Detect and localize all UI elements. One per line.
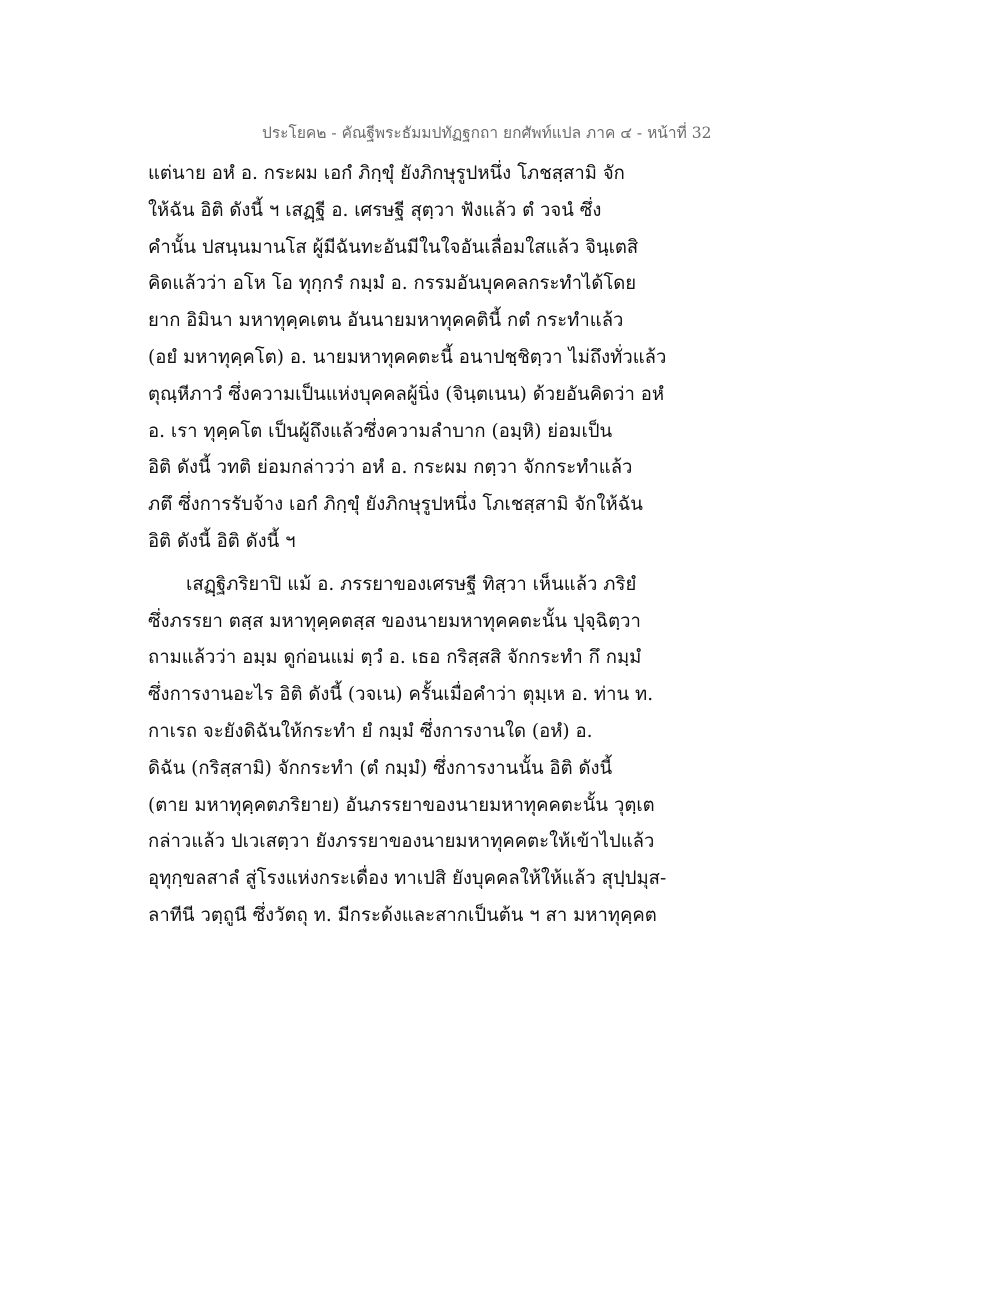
body-text xyxy=(148,156,718,935)
text-line: ซึ่งการงานอะไร อิติ ดังนี้ (วจเน) ครั้นเมื่อคำว่า ตุมฺเห อ. ท่าน ท. xyxy=(148,684,654,706)
paragraph-1 xyxy=(148,156,718,561)
text-line: ยาก อิมินา มหาทุคฺคเตน อันนายมหาทุคคตินี้ กตํ กระทำแล้ว xyxy=(148,310,624,332)
text-line: ซึ่งภรรยา ตสฺส มหาทุคฺคตสฺส ของนายมหาทุคคตะนั้น ปุจฺฉิตฺวา xyxy=(148,610,641,632)
text-line: ภตึ ซึ่งการรับจ้าง เอกํ ภิกฺขุํ ยังภิกษุรูปหนึ่ง โภเชสฺสามิ จักให้ฉัน xyxy=(148,494,643,516)
text-line: อ. เรา ทุคฺคโต เป็นผู้ถึงแล้วซึ่งความลำบาก (อมฺหิ) ย่อมเป็น xyxy=(148,420,613,442)
text-line: คำนั้น ปสนฺนมานโส ผู้มีฉันทะอันมีในใจอันเลื่อมใสแล้ว จินฺเตสิ xyxy=(148,236,639,258)
text-line: ให้ฉัน อิติ ดังนี้ ฯ เสฏฺฐี อ. เศรษฐี สุตฺวา ฟังแล้ว ตํ วจนํ ซึ่ง xyxy=(148,199,602,221)
text-line: อุทุกฺขลสาลํ สู่โรงแห่งกระเดื่อง ทาเปสิ ยังบุคคลให้ให้แล้ว สุปฺปมุส- xyxy=(148,868,667,890)
text-line: ลาทีนี วตฺถูนี ซึ่งวัตถุ ท. มีกระด้งและสากเป็นต้น ฯ สา มหาทุคฺคต xyxy=(148,904,657,926)
text-line: ดิฉัน (กริสฺสามิ) จักกระทำ (ตํ กมฺมํ) ซึ่งการงานนั้น อิติ ดังนี้ xyxy=(148,757,613,779)
text-line: คิดแล้วว่า อโห โอ ทุกฺกรํ กมฺมํ อ. กรรมอันบุคคลกระทำได้โดย xyxy=(148,273,637,295)
text-line: ถามแล้วว่า อมฺม ดูก่อนแม่ ตฺวํ อ. เธอ กริสฺสสิ จักกระทำ กึ กมฺมํ xyxy=(148,647,642,669)
text-line: กล่าวแล้ว ปเวเสตฺวา ยังภรรยาของนายมหาทุคคตะให้เข้าไปแล้ว xyxy=(148,831,655,853)
text-line: กาเรถ จะยังดิฉันให้กระทำ ยํ กมฺมํ ซึ่งการงานใด (อหํ) อ. xyxy=(148,720,593,742)
text-line: อิติ ดังนี้ วทติ ย่อมกล่าวว่า อหํ อ. กระผม กตฺวา จักกระทำแล้ว xyxy=(148,457,633,479)
text-line: แต่นาย อหํ อ. กระผม เอกํ ภิกฺขุํ ยังภิกษุรูปหนึ่ง โภชสฺสามิ จัก xyxy=(148,163,625,184)
text-line: (ตาย มหาทุคฺคตภริยาย) อันภรรยาของนายมหาทุคคตะนั้น วุตฺเต xyxy=(148,794,655,816)
text-line-indented: เสฏฺฐิภริยาปิ แม้ อ. ภรรยาของเศรษฐี ทิสฺวา เห็นแล้ว ภริยํ xyxy=(186,573,637,595)
text-line: อิติ ดังนี้ อิติ ดังนี้ ฯ xyxy=(148,530,296,552)
paragraph-2 xyxy=(148,567,718,935)
text-line: ตุณฺหีภาวํ ซึ่งความเป็นแห่งบุคคลผู้นิ่ง (จินฺตเนน) ด้วยอันคิดว่า อหํ xyxy=(148,383,665,405)
text-line: (อยํ มหาทุคฺคโต) อ. นายมหาทุคคตะนี้ อนาปชฺชิตฺวา ไม่ถึงทั่วแล้ว xyxy=(148,346,667,368)
running-header: ประโยค๒ - คัณฐีพระธัมมปทัฏฐกถา ยกศัพท์แปล ภาค ๔ - หน้าที่ 32 xyxy=(262,124,712,142)
